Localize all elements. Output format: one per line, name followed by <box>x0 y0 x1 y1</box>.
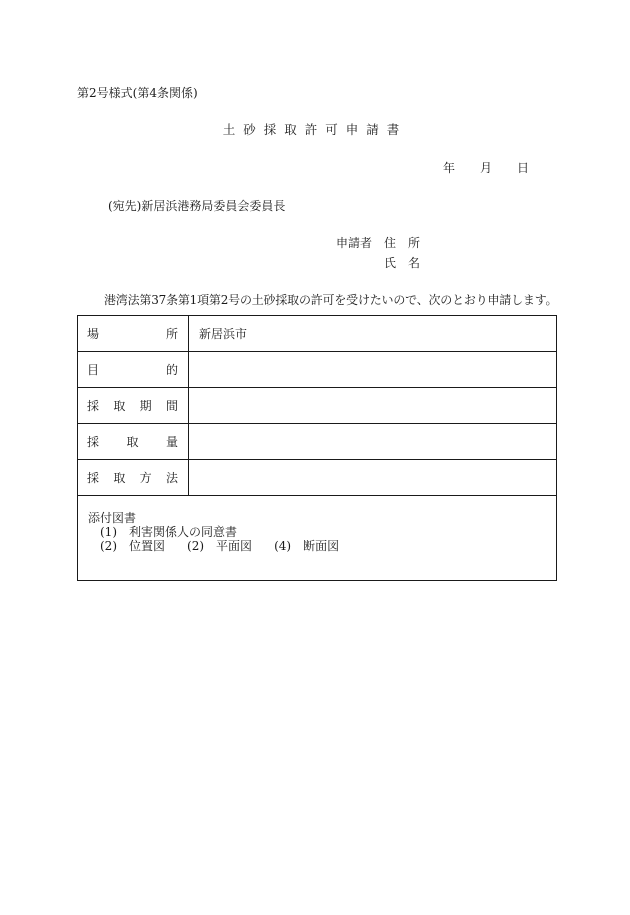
row-label-period <box>78 388 189 424</box>
date-line <box>443 161 529 175</box>
label-char: 方 <box>139 471 152 485</box>
label-char: 法 <box>165 471 178 485</box>
label-char: 所 <box>165 327 178 341</box>
attachment-number: (1) <box>100 525 117 539</box>
label-char: 目 <box>87 363 100 377</box>
application-statement: 港湾法第37条第1項第2号の土砂採取の許可を受けたいので、次のとおり申請します。 <box>104 293 558 307</box>
label-char: 量 <box>165 435 178 449</box>
label-char: 採 <box>87 471 100 485</box>
attachment-number: (2) <box>187 539 205 553</box>
row-label-purpose <box>78 352 189 388</box>
attachment-line <box>88 539 546 553</box>
method-value[interactable] <box>189 460 557 496</box>
row-label-quantity <box>78 424 189 460</box>
application-table <box>77 315 557 581</box>
attachments-heading: 添付図書 <box>88 511 137 525</box>
attachment-text: 平面図 <box>216 539 253 553</box>
table-row <box>78 316 557 352</box>
addressee: (宛先)新居浜港務局委員会委員長 <box>108 199 286 213</box>
period-value[interactable] <box>189 388 557 424</box>
name-label: 氏 名 <box>384 256 421 270</box>
document-title: 土砂採取許可申請書 <box>222 122 408 137</box>
date-year: 年 <box>443 161 456 175</box>
location-value[interactable]: 新居浜市 <box>189 316 557 352</box>
label-char: 取 <box>113 471 126 485</box>
attachment-text: 利害関係人の同意書 <box>129 525 238 539</box>
attachment-line <box>88 525 546 539</box>
row-label-method <box>78 460 189 496</box>
table-row <box>78 424 557 460</box>
label-char: 採 <box>87 399 100 413</box>
label-char: 採 <box>87 435 100 449</box>
table-row <box>78 388 557 424</box>
form-number: 第2号様式(第4条関係) <box>77 86 198 100</box>
applicant-address-line <box>336 236 420 250</box>
quantity-value[interactable] <box>189 424 557 460</box>
label-char: 的 <box>165 363 178 377</box>
label-char: 間 <box>165 399 178 413</box>
attachments-cell <box>78 496 557 581</box>
date-day: 日 <box>517 161 530 175</box>
label-char: 場 <box>87 327 100 341</box>
table-row <box>78 460 557 496</box>
applicant-label: 申請者 <box>336 236 373 250</box>
table-row <box>78 496 557 581</box>
applicant-name-line <box>384 256 420 270</box>
purpose-value[interactable] <box>189 352 557 388</box>
attachment-number: (2) <box>100 539 117 553</box>
address-label: 住 所 <box>384 236 421 250</box>
attachment-number: (4) <box>274 539 292 553</box>
label-char: 取 <box>126 435 139 449</box>
attachment-text: 断面図 <box>303 539 340 553</box>
date-month: 月 <box>480 161 493 175</box>
label-char: 取 <box>113 399 126 413</box>
label-char: 期 <box>139 399 152 413</box>
row-label-location <box>78 316 189 352</box>
attachment-text: 位置図 <box>129 539 166 553</box>
table-row <box>78 352 557 388</box>
